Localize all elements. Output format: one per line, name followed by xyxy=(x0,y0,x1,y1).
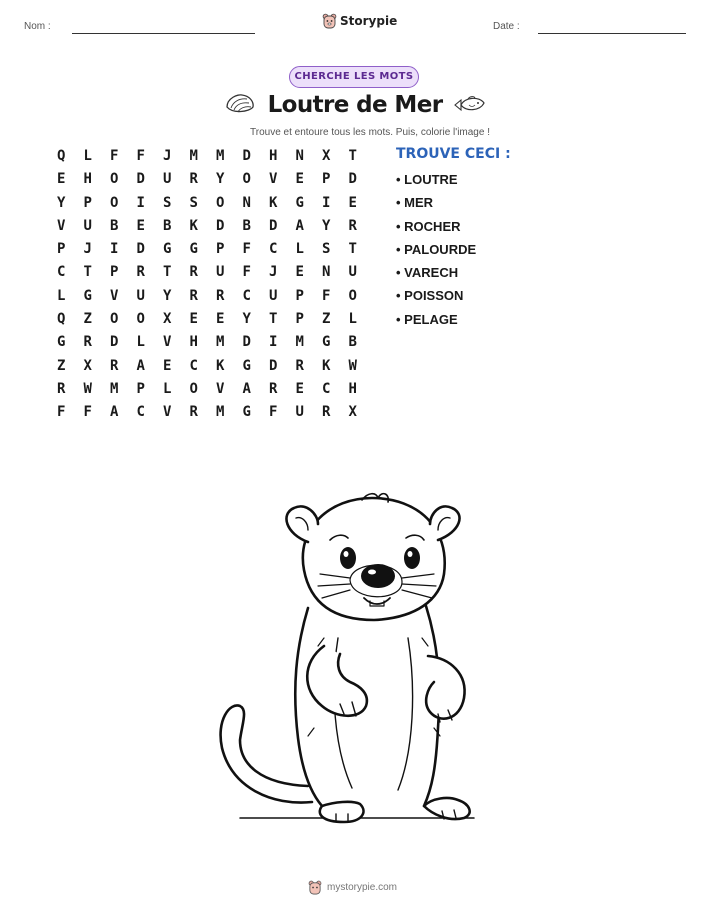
grid-letter[interactable]: N xyxy=(242,194,251,211)
word-item: • LOUTRE xyxy=(396,172,458,187)
grid-letter[interactable]: R xyxy=(269,380,278,397)
grid-letter[interactable]: B xyxy=(348,334,357,351)
grid-letter[interactable]: R xyxy=(348,217,357,234)
grid-letter[interactable]: O xyxy=(110,194,119,211)
grid-letter[interactable]: C xyxy=(269,241,278,258)
grid-letter[interactable]: R xyxy=(216,287,225,304)
grid-letter[interactable]: Z xyxy=(83,311,92,328)
grid-letter[interactable]: M xyxy=(110,380,119,397)
word-item: • ROCHER xyxy=(396,218,461,234)
grid-letter[interactable]: F xyxy=(110,148,119,164)
date-line[interactable] xyxy=(538,33,686,34)
word-item: • PELAGE xyxy=(396,311,458,327)
grid-letter[interactable]: R xyxy=(189,171,198,188)
grid-letter[interactable]: D xyxy=(242,334,251,351)
grid-letter[interactable]: M xyxy=(189,148,198,164)
clam-shell-icon xyxy=(225,93,255,117)
grid-letter[interactable]: H xyxy=(83,171,92,188)
grid-letter[interactable]: U xyxy=(295,404,304,421)
grid-letter[interactable]: O xyxy=(216,194,225,211)
grid-letter[interactable]: J xyxy=(83,241,92,258)
grid-letter[interactable]: T xyxy=(348,241,357,258)
grid-letter[interactable]: U xyxy=(216,264,225,281)
grid-letter[interactable]: X xyxy=(163,311,172,328)
grid-letter[interactable]: W xyxy=(83,380,92,397)
grid-letter[interactable]: K xyxy=(189,217,198,234)
grid-letter[interactable]: Z xyxy=(322,311,331,328)
grid-letter[interactable]: Z xyxy=(57,357,66,374)
word-item: • VARECH xyxy=(396,265,459,281)
grid-letter[interactable]: P xyxy=(295,287,304,304)
grid-row xyxy=(48,263,366,286)
grid-letter[interactable]: E xyxy=(136,217,145,234)
grid-letter[interactable]: H xyxy=(189,334,198,351)
grid-letter[interactable]: E xyxy=(189,311,198,328)
grid-letter[interactable]: D xyxy=(269,217,278,234)
grid-letter[interactable]: E xyxy=(216,311,225,328)
grid-letter[interactable]: B xyxy=(242,217,251,234)
grid-letter[interactable]: U xyxy=(83,217,92,234)
grid-letter[interactable]: Q xyxy=(57,311,66,328)
grid-letter[interactable]: O xyxy=(110,171,119,188)
brand-logo xyxy=(322,13,397,29)
grid-letter[interactable]: F xyxy=(242,241,251,258)
grid-letter[interactable]: R xyxy=(189,404,198,421)
grid-letter[interactable]: W xyxy=(348,357,357,374)
grid-letter[interactable]: P xyxy=(110,264,119,281)
grid-letter[interactable]: G xyxy=(163,241,172,258)
grid-letter[interactable]: V xyxy=(163,404,172,421)
grid-letter[interactable]: E xyxy=(295,264,304,281)
fish-icon xyxy=(453,94,487,116)
grid-letter[interactable]: I xyxy=(322,194,331,211)
grid-letter[interactable]: O xyxy=(242,171,251,188)
grid-letter[interactable]: T xyxy=(83,264,92,281)
grid-letter[interactable]: S xyxy=(163,194,172,211)
grid-letter[interactable]: F xyxy=(322,287,331,304)
grid-letter[interactable]: G xyxy=(57,334,66,351)
grid-letter[interactable]: V xyxy=(269,171,278,188)
grid-letter[interactable]: C xyxy=(322,380,331,397)
name-line[interactable] xyxy=(72,33,255,34)
grid-letter[interactable]: R xyxy=(189,264,198,281)
date-label: Date : xyxy=(493,21,520,32)
name-label: Nom : xyxy=(24,21,51,32)
grid-row xyxy=(48,287,366,310)
word-item: • MER xyxy=(396,195,434,211)
grid-letter[interactable]: J xyxy=(269,264,278,281)
word-search-grid xyxy=(48,147,366,427)
grid-letter[interactable]: C xyxy=(189,357,198,374)
grid-letter[interactable]: V xyxy=(110,287,119,304)
grid-letter[interactable]: E xyxy=(57,171,66,188)
grid-letter[interactable]: U xyxy=(348,264,357,281)
grid-letter[interactable]: R xyxy=(136,264,145,281)
grid-letter[interactable]: B xyxy=(163,217,172,234)
grid-letter[interactable]: D xyxy=(110,334,119,351)
grid-letter[interactable]: C xyxy=(57,264,66,281)
grid-letter[interactable]: V xyxy=(57,217,66,234)
grid-letter[interactable]: K xyxy=(322,357,331,374)
grid-letter[interactable]: F xyxy=(83,404,92,421)
grid-letter[interactable]: L xyxy=(348,311,357,328)
grid-letter[interactable]: B xyxy=(110,217,119,234)
grid-letter[interactable]: T xyxy=(163,264,172,281)
grid-letter[interactable]: N xyxy=(295,148,304,164)
grid-letter[interactable]: P xyxy=(322,171,331,188)
page-title: Loutre de Mer xyxy=(267,92,443,118)
sea-otter-drawing xyxy=(212,488,497,828)
grid-letter[interactable]: G xyxy=(322,334,331,351)
grid-letter[interactable]: F xyxy=(57,404,66,421)
grid-letter[interactable]: X xyxy=(322,148,331,164)
grid-letter[interactable]: C xyxy=(136,404,145,421)
grid-row xyxy=(48,403,366,426)
grid-row xyxy=(48,333,366,356)
grid-letter[interactable]: D xyxy=(269,357,278,374)
grid-letter[interactable]: S xyxy=(322,241,331,258)
grid-letter[interactable]: E xyxy=(163,357,172,374)
grid-letter[interactable]: X xyxy=(348,404,357,421)
grid-letter[interactable]: T xyxy=(348,148,357,164)
grid-letter[interactable]: C xyxy=(242,287,251,304)
word-item: • PALOURDE xyxy=(396,241,477,257)
grid-letter[interactable]: G xyxy=(242,404,251,421)
grid-letter[interactable]: Y xyxy=(57,194,66,211)
grid-letter[interactable]: P xyxy=(216,241,225,258)
grid-letter[interactable]: R xyxy=(110,357,119,374)
grid-letter[interactable]: I xyxy=(136,194,145,211)
grid-letter[interactable]: H xyxy=(348,380,357,397)
activity-badge: CHERCHE LES MOTS xyxy=(289,66,419,88)
grid-row xyxy=(48,310,366,333)
grid-row xyxy=(48,194,366,217)
grid-letter[interactable]: K xyxy=(269,194,278,211)
grid-letter[interactable]: R xyxy=(189,287,198,304)
grid-letter[interactable]: H xyxy=(269,148,278,164)
grid-letter[interactable]: R xyxy=(83,334,92,351)
grid-letter[interactable]: A xyxy=(110,404,119,421)
grid-letter[interactable]: O xyxy=(110,311,119,328)
grid-letter[interactable]: L xyxy=(295,241,304,258)
footer-site[interactable]: mystorypie.com xyxy=(327,882,398,893)
grid-letter[interactable]: O xyxy=(348,287,357,304)
bear-mascot-icon xyxy=(322,13,337,29)
grid-letter[interactable]: J xyxy=(163,148,172,164)
grid-letter[interactable]: U xyxy=(136,287,145,304)
grid-letter[interactable]: I xyxy=(269,334,278,351)
grid-letter[interactable]: T xyxy=(269,311,278,328)
grid-letter[interactable]: G xyxy=(242,357,251,374)
grid-letter[interactable]: L xyxy=(163,380,172,397)
grid-letter[interactable]: L xyxy=(83,148,92,164)
grid-row xyxy=(48,217,366,240)
grid-letter[interactable]: R xyxy=(295,357,304,374)
grid-letter[interactable]: M xyxy=(216,404,225,421)
grid-letter[interactable]: L xyxy=(57,287,66,304)
grid-row xyxy=(48,240,366,263)
grid-letter[interactable]: F xyxy=(269,404,278,421)
grid-letter[interactable]: P xyxy=(295,311,304,328)
grid-letter[interactable]: V xyxy=(163,334,172,351)
grid-letter[interactable]: X xyxy=(83,357,92,374)
grid-letter[interactable]: Y xyxy=(242,311,251,328)
grid-letter[interactable]: V xyxy=(216,380,225,397)
grid-letter[interactable]: P xyxy=(57,241,66,258)
grid-letter[interactable]: S xyxy=(189,194,198,211)
grid-letter[interactable]: M xyxy=(216,148,225,164)
grid-letter[interactable]: K xyxy=(216,357,225,374)
grid-letter[interactable]: F xyxy=(242,264,251,281)
footer xyxy=(308,880,397,895)
grid-letter[interactable]: I xyxy=(110,241,119,258)
word-list-title: TROUVE CECI : xyxy=(396,146,511,162)
grid-letter[interactable]: L xyxy=(136,334,145,351)
grid-letter[interactable]: P xyxy=(136,380,145,397)
grid-letter[interactable]: D xyxy=(136,241,145,258)
grid-letter[interactable]: R xyxy=(57,380,66,397)
grid-letter[interactable]: A xyxy=(295,217,304,234)
grid-letter[interactable]: E xyxy=(348,194,357,211)
grid-letter[interactable]: Y xyxy=(216,171,225,188)
word-list xyxy=(396,172,476,335)
grid-letter[interactable]: N xyxy=(322,264,331,281)
grid-row xyxy=(48,170,366,193)
grid-letter[interactable]: F xyxy=(136,148,145,164)
grid-letter[interactable]: D xyxy=(242,148,251,164)
grid-letter[interactable]: Y xyxy=(322,217,331,234)
grid-letter[interactable]: P xyxy=(83,194,92,211)
grid-row xyxy=(48,357,366,380)
grid-letter[interactable]: E xyxy=(295,380,304,397)
grid-letter[interactable]: A xyxy=(242,380,251,397)
word-item: • POISSON xyxy=(396,288,464,304)
grid-letter[interactable]: G xyxy=(295,194,304,211)
grid-letter[interactable]: O xyxy=(189,380,198,397)
grid-row xyxy=(48,147,366,170)
grid-letter[interactable]: D xyxy=(348,171,357,188)
brand-name: Storypie xyxy=(340,14,398,28)
bear-mascot-icon xyxy=(308,880,322,895)
grid-letter[interactable]: G xyxy=(83,287,92,304)
grid-letter[interactable]: O xyxy=(136,311,145,328)
grid-letter[interactable]: A xyxy=(136,357,145,374)
grid-letter[interactable]: Y xyxy=(163,287,172,304)
grid-letter[interactable]: U xyxy=(163,171,172,188)
grid-letter[interactable]: M xyxy=(216,334,225,351)
grid-letter[interactable]: D xyxy=(136,171,145,188)
grid-row xyxy=(48,380,366,403)
grid-letter[interactable]: U xyxy=(269,287,278,304)
instructions: Trouve et entoure tous les mots. Puis, colorie l'image ! xyxy=(250,127,490,138)
grid-letter[interactable]: M xyxy=(295,334,304,351)
grid-letter[interactable]: Q xyxy=(57,148,66,164)
grid-letter[interactable]: G xyxy=(189,241,198,258)
grid-letter[interactable]: R xyxy=(322,404,331,421)
grid-letter[interactable]: E xyxy=(295,171,304,188)
grid-letter[interactable]: D xyxy=(216,217,225,234)
